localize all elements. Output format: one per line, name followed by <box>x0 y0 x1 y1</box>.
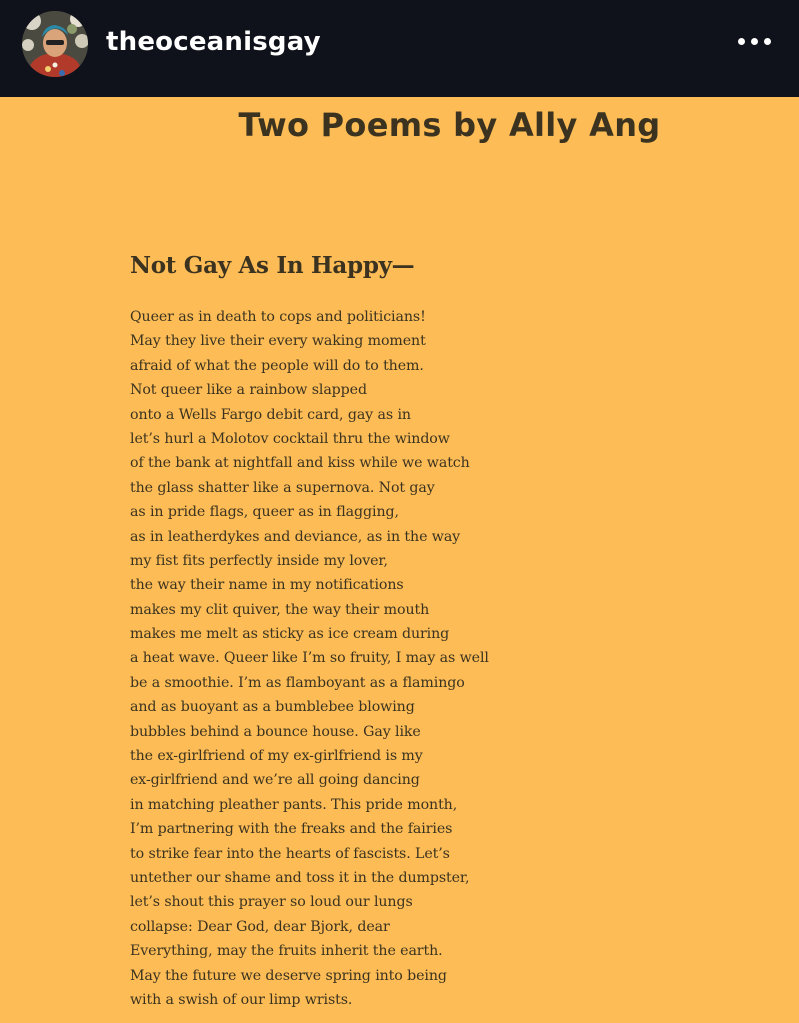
poem-line: the ex-girlfriend of my ex-girlfriend is my <box>130 748 423 765</box>
poem-line: let’s shout this prayer so loud our lungs <box>130 894 413 911</box>
poem-line: of the bank at nightfall and kiss while we watch <box>130 455 470 472</box>
post-title: Two Poems by Ally Ang <box>238 106 661 144</box>
poem-body <box>130 305 489 1012</box>
poem-line: with a swish of our limp wrists. <box>130 991 353 1008</box>
more-options-icon-dot <box>751 38 758 45</box>
more-options-icon <box>738 38 745 45</box>
poem-line: afraid of what the people will do to them. <box>130 357 424 374</box>
post-image <box>0 97 799 1023</box>
poem-line: collapse: Dear God, dear Bjork, dear <box>130 918 390 935</box>
poem-line: May they live their every waking moment <box>130 333 426 350</box>
poem-line: Everything, may the fruits inherit the earth. <box>130 943 443 960</box>
poem-line: untether our shame and toss it in the dumpster, <box>130 869 470 886</box>
poem-line: be a smoothie. I’m as flamboyant as a flamingo <box>130 674 465 691</box>
profile-avatar[interactable] <box>22 11 88 77</box>
poem-title: Not Gay As In Happy— <box>130 252 415 279</box>
poem-line: I’m partnering with the freaks and the fairies <box>130 821 453 838</box>
poem-line: onto a Wells Fargo debit card, gay as in <box>130 406 411 423</box>
poem-line: as in leatherdykes and deviance, as in the way <box>130 528 461 545</box>
poem-line: ex-girlfriend and we’re all going dancing <box>130 772 420 789</box>
account-username[interactable]: theoceanisgay <box>106 27 321 57</box>
poem-line: as in pride flags, queer as in flagging, <box>130 504 399 521</box>
avatar-photo-icon <box>22 11 88 77</box>
poem-line: makes me melt as sticky as ice cream during <box>130 626 450 643</box>
poem-line: Queer as in death to cops and politicians! <box>130 309 426 325</box>
poem-line: and as buoyant as a bumblebee blowing <box>130 699 415 716</box>
poem-line: the way their name in my notifications <box>130 577 404 594</box>
more-options-button[interactable] <box>730 26 778 58</box>
poem-line: to strike fear into the hearts of fascists. Let’s <box>130 845 450 862</box>
poem-line: Not queer like a rainbow slapped <box>130 382 367 399</box>
post-header <box>0 0 799 97</box>
poem-line: makes my clit quiver, the way their mouth <box>130 601 430 618</box>
more-options-icon-dot <box>764 38 771 45</box>
poem-line: a heat wave. Queer like I’m so fruity, I may as well <box>130 650 489 667</box>
poem-line: May the future we deserve spring into being <box>130 967 447 984</box>
poem-line: bubbles behind a bounce house. Gay like <box>130 723 421 740</box>
poem-line: in matching pleather pants. This pride month, <box>130 796 458 813</box>
poem-line: let’s hurl a Molotov cocktail thru the window <box>130 430 450 447</box>
poem-line: my fist fits perfectly inside my lover, <box>130 552 388 569</box>
poem-line: the glass shatter like a supernova. Not gay <box>130 479 435 496</box>
